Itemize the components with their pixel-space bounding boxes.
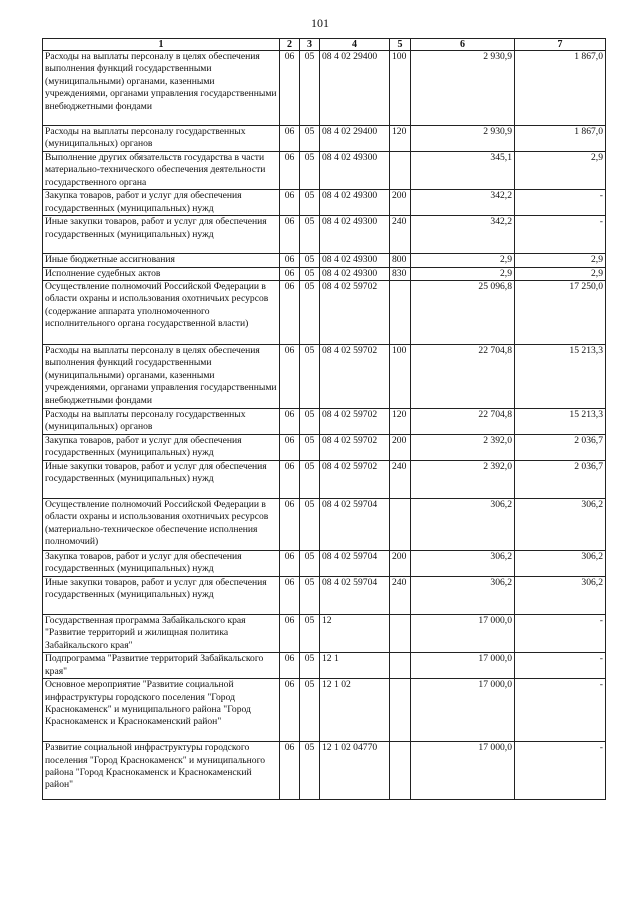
row-name-cell: Развитие социальной инфраструктуры городского поселения "Город Краснокаменск" и муниципального района "Город Краснокаменск и Краснокаменский район"	[43, 742, 280, 800]
row-name-cell: Осуществление полномочий Российской Федерации в области охраны и использования охотничьих ресурсов (содержание аппарата уполномоченного исполнительного органа государственной власти)	[43, 281, 280, 345]
table-row	[43, 216, 606, 254]
table-row	[43, 435, 606, 461]
row-name-cell: Расходы на выплаты персоналу государственных (муниципальных) органов	[43, 409, 280, 435]
row-name-cell: Подпрограмма "Развитие территорий Забайкальского края"	[43, 653, 280, 679]
target-article-cell: 12 1	[320, 653, 390, 679]
subsection-code-cell: 05	[300, 51, 320, 126]
expense-type-cell: 200	[390, 551, 411, 577]
expense-type-cell: 240	[390, 216, 411, 254]
amount-second-cell: 2 036,7	[515, 461, 606, 499]
section-code-cell: 06	[280, 577, 300, 615]
header-cell: 7	[515, 39, 606, 51]
subsection-code-cell: 05	[300, 615, 320, 653]
row-name-cell: Государственная программа Забайкальского края "Развитие территорий и жилищная политика Забайкальского края"	[43, 615, 280, 653]
amount-second-cell: 306,2	[515, 577, 606, 615]
amount-plan-cell: 22 704,8	[411, 345, 515, 409]
section-code-cell: 06	[280, 461, 300, 499]
target-article-cell: 08 4 02 59702	[320, 281, 390, 345]
amount-plan-cell: 342,2	[411, 216, 515, 254]
header-cell: 2	[280, 39, 300, 51]
amount-second-cell: 1 867,0	[515, 126, 606, 152]
table-row	[43, 679, 606, 742]
subsection-code-cell: 05	[300, 126, 320, 152]
subsection-code-cell: 05	[300, 254, 320, 267]
section-code-cell: 06	[280, 267, 300, 280]
subsection-code-cell: 05	[300, 190, 320, 216]
table-row	[43, 615, 606, 653]
expense-type-cell: 120	[390, 409, 411, 435]
row-name-cell: Закупка товаров, работ и услуг для обеспечения государственных (муниципальных) нужд	[43, 551, 280, 577]
row-name-cell: Исполнение судебных актов	[43, 267, 280, 280]
target-article-cell: 08 4 02 49300	[320, 216, 390, 254]
section-code-cell: 06	[280, 51, 300, 126]
amount-second-cell: -	[515, 190, 606, 216]
target-article-cell: 12 1 02 04770	[320, 742, 390, 800]
row-name-cell: Закупка товаров, работ и услуг для обеспечения государственных (муниципальных) нужд	[43, 190, 280, 216]
target-article-cell: 08 4 02 59704	[320, 499, 390, 551]
amount-second-cell: 2,9	[515, 267, 606, 280]
amount-second-cell: 2,9	[515, 254, 606, 267]
amount-second-cell: 306,2	[515, 551, 606, 577]
subsection-code-cell: 05	[300, 216, 320, 254]
row-name-cell: Иные бюджетные ассигнования	[43, 254, 280, 267]
subsection-code-cell: 05	[300, 409, 320, 435]
amount-second-cell: -	[515, 615, 606, 653]
amount-plan-cell: 306,2	[411, 499, 515, 551]
subsection-code-cell: 05	[300, 653, 320, 679]
expense-type-cell	[390, 742, 411, 800]
target-article-cell: 08 4 02 59702	[320, 345, 390, 409]
amount-plan-cell: 2 930,9	[411, 51, 515, 126]
target-article-cell: 12	[320, 615, 390, 653]
expense-type-cell	[390, 679, 411, 742]
section-code-cell: 06	[280, 653, 300, 679]
target-article-cell: 12 1 02	[320, 679, 390, 742]
amount-plan-cell: 2 392,0	[411, 461, 515, 499]
row-name-cell: Расходы на выплаты персоналу в целях обеспечения выполнения функций государственными (муниципальными) органами, казенными учреждениями, органами управления государственными внебюджетными фондами	[43, 345, 280, 409]
amount-plan-cell: 2,9	[411, 267, 515, 280]
table-row	[43, 461, 606, 499]
expense-type-cell: 240	[390, 577, 411, 615]
subsection-code-cell: 05	[300, 281, 320, 345]
header-cell: 6	[411, 39, 515, 51]
table-row	[43, 345, 606, 409]
section-code-cell: 06	[280, 615, 300, 653]
expense-type-cell: 120	[390, 126, 411, 152]
section-code-cell: 06	[280, 216, 300, 254]
subsection-code-cell: 05	[300, 742, 320, 800]
page-number: 101	[311, 16, 329, 30]
table-row	[43, 254, 606, 267]
section-code-cell: 06	[280, 152, 300, 190]
section-code-cell: 06	[280, 742, 300, 800]
amount-plan-cell: 17 000,0	[411, 653, 515, 679]
amount-plan-cell: 342,2	[411, 190, 515, 216]
header-cell: 1	[43, 39, 280, 51]
row-name-cell: Выполнение других обязательств государства в части материально-технического обеспечения деятельности государственного органа	[43, 152, 280, 190]
amount-second-cell: -	[515, 742, 606, 800]
row-name-cell: Иные закупки товаров, работ и услуг для обеспечения государственных (муниципальных) нужд	[43, 577, 280, 615]
table-row	[43, 190, 606, 216]
amount-second-cell: 15 213,3	[515, 409, 606, 435]
table-row	[43, 281, 606, 345]
table-row	[43, 551, 606, 577]
expense-type-cell	[390, 653, 411, 679]
expense-type-cell: 200	[390, 190, 411, 216]
amount-second-cell: 306,2	[515, 499, 606, 551]
expense-type-cell	[390, 615, 411, 653]
table-row	[43, 152, 606, 190]
row-name-cell: Иные закупки товаров, работ и услуг для обеспечения государственных (муниципальных) нужд	[43, 216, 280, 254]
target-article-cell: 08 4 02 59702	[320, 409, 390, 435]
row-name-cell: Основное мероприятие "Развитие социальной инфраструктуры городского поселения "Город Краснокаменск" и муниципального района "Город Краснокаменск и Краснокаменский район"	[43, 679, 280, 742]
budget-table	[42, 38, 606, 800]
section-code-cell: 06	[280, 281, 300, 345]
target-article-cell: 08 4 02 29400	[320, 51, 390, 126]
subsection-code-cell: 05	[300, 461, 320, 499]
table-row	[43, 577, 606, 615]
target-article-cell: 08 4 02 59704	[320, 577, 390, 615]
amount-plan-cell: 345,1	[411, 152, 515, 190]
amount-plan-cell: 22 704,8	[411, 409, 515, 435]
table-row	[43, 409, 606, 435]
section-code-cell: 06	[280, 254, 300, 267]
amount-plan-cell: 25 096,8	[411, 281, 515, 345]
section-code-cell: 06	[280, 679, 300, 742]
amount-second-cell: -	[515, 679, 606, 742]
expense-type-cell: 800	[390, 254, 411, 267]
row-name-cell: Иные закупки товаров, работ и услуг для обеспечения государственных (муниципальных) нужд	[43, 461, 280, 499]
amount-plan-cell: 306,2	[411, 551, 515, 577]
subsection-code-cell: 05	[300, 679, 320, 742]
expense-type-cell: 830	[390, 267, 411, 280]
table-row	[43, 51, 606, 126]
expense-type-cell: 100	[390, 345, 411, 409]
row-name-cell: Расходы на выплаты персоналу государственных (муниципальных) органов	[43, 126, 280, 152]
expense-type-cell: 200	[390, 435, 411, 461]
subsection-code-cell: 05	[300, 152, 320, 190]
target-article-cell: 08 4 02 49300	[320, 190, 390, 216]
subsection-code-cell: 05	[300, 435, 320, 461]
subsection-code-cell: 05	[300, 345, 320, 409]
section-code-cell: 06	[280, 435, 300, 461]
target-article-cell: 08 4 02 49300	[320, 254, 390, 267]
target-article-cell: 08 4 02 49300	[320, 267, 390, 280]
amount-second-cell: 2,9	[515, 152, 606, 190]
section-code-cell: 06	[280, 499, 300, 551]
expense-type-cell	[390, 281, 411, 345]
amount-plan-cell: 17 000,0	[411, 615, 515, 653]
table-row	[43, 653, 606, 679]
subsection-code-cell: 05	[300, 499, 320, 551]
header-cell: 4	[320, 39, 390, 51]
table-row	[43, 742, 606, 800]
target-article-cell: 08 4 02 49300	[320, 152, 390, 190]
amount-second-cell: 15 213,3	[515, 345, 606, 409]
table-row	[43, 267, 606, 280]
section-code-cell: 06	[280, 345, 300, 409]
table-row	[43, 126, 606, 152]
amount-plan-cell: 306,2	[411, 577, 515, 615]
expense-type-cell: 100	[390, 51, 411, 126]
section-code-cell: 06	[280, 551, 300, 577]
header-cell: 5	[390, 39, 411, 51]
row-name-cell: Расходы на выплаты персоналу в целях обеспечения выполнения функций государственными (муниципальными) органами, казенными учреждениями, органами управления государственными внебюджетными фондами	[43, 51, 280, 126]
target-article-cell: 08 4 02 29400	[320, 126, 390, 152]
header-row	[43, 39, 606, 51]
table-row	[43, 499, 606, 551]
amount-second-cell: 1 867,0	[515, 51, 606, 126]
expense-type-cell: 240	[390, 461, 411, 499]
target-article-cell: 08 4 02 59702	[320, 461, 390, 499]
header-cell: 3	[300, 39, 320, 51]
row-name-cell: Закупка товаров, работ и услуг для обеспечения государственных (муниципальных) нужд	[43, 435, 280, 461]
target-article-cell: 08 4 02 59702	[320, 435, 390, 461]
amount-plan-cell: 2 930,9	[411, 126, 515, 152]
subsection-code-cell: 05	[300, 577, 320, 615]
section-code-cell: 06	[280, 190, 300, 216]
subsection-code-cell: 05	[300, 267, 320, 280]
section-code-cell: 06	[280, 409, 300, 435]
expense-type-cell	[390, 152, 411, 190]
expense-type-cell	[390, 499, 411, 551]
amount-plan-cell: 17 000,0	[411, 742, 515, 800]
amount-second-cell: -	[515, 216, 606, 254]
amount-second-cell: -	[515, 653, 606, 679]
amount-plan-cell: 2,9	[411, 254, 515, 267]
amount-plan-cell: 2 392,0	[411, 435, 515, 461]
subsection-code-cell: 05	[300, 551, 320, 577]
section-code-cell: 06	[280, 126, 300, 152]
target-article-cell: 08 4 02 59704	[320, 551, 390, 577]
amount-second-cell: 2 036,7	[515, 435, 606, 461]
amount-plan-cell: 17 000,0	[411, 679, 515, 742]
row-name-cell: Осуществление полномочий Российской Федерации в области охраны и использования охотничьих ресурсов (материально-техническое обеспечение исполнения полномочий)	[43, 499, 280, 551]
amount-second-cell: 17 250,0	[515, 281, 606, 345]
